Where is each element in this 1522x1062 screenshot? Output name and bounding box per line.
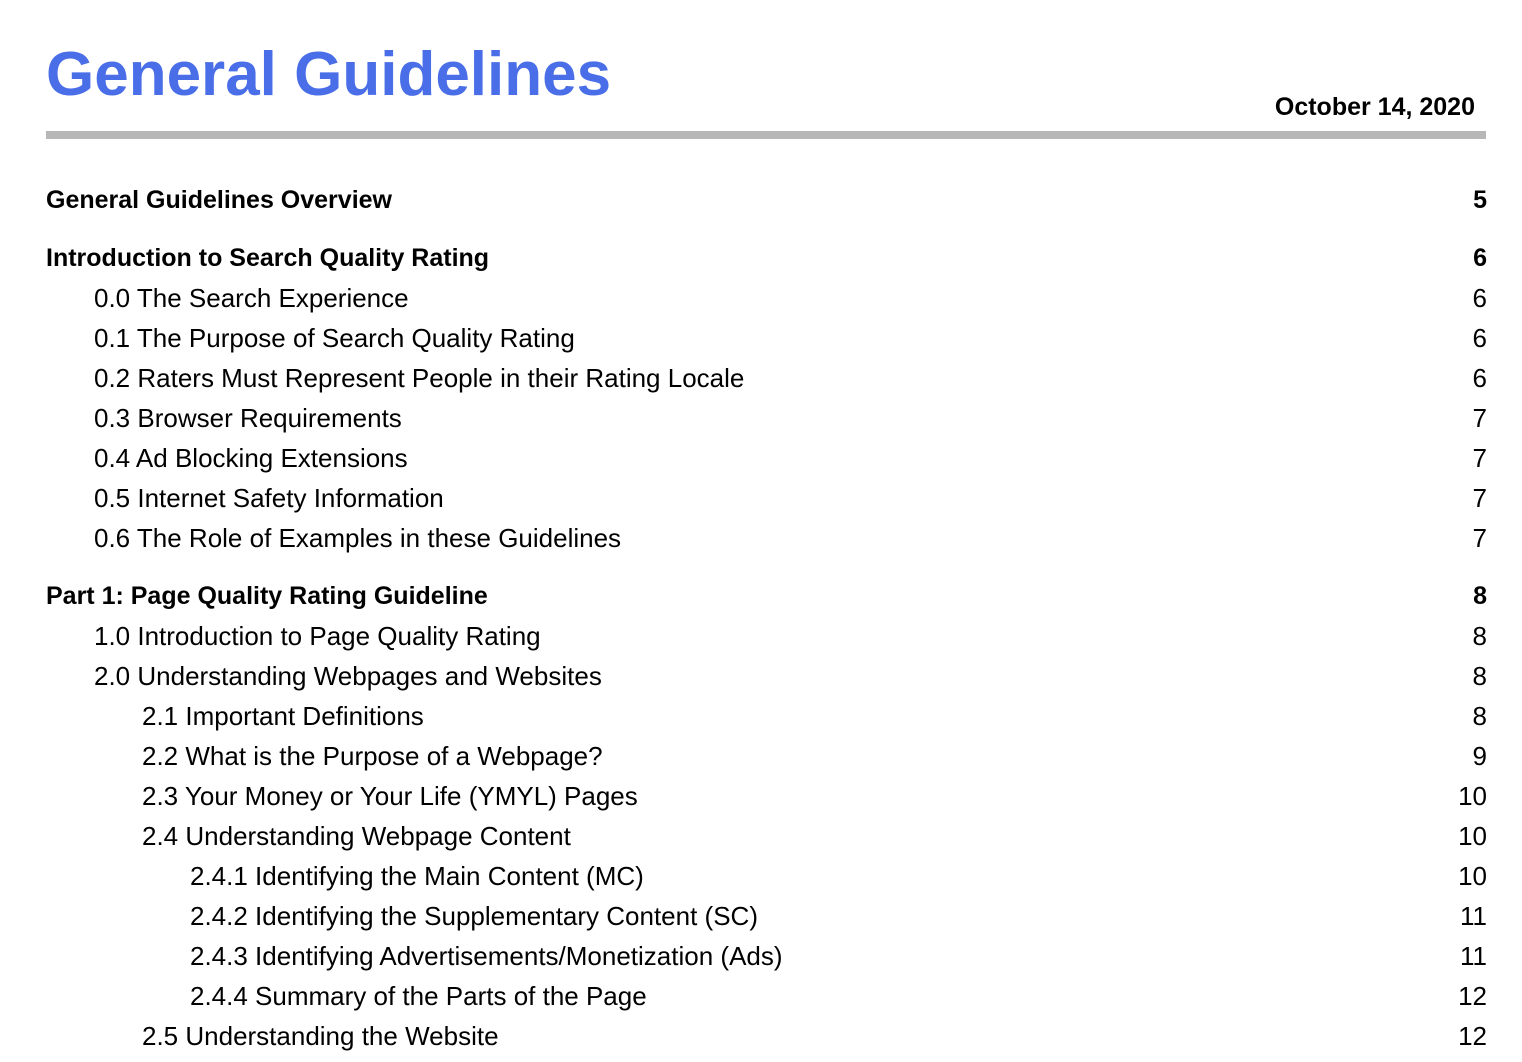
toc-entry[interactable]	[46, 776, 1487, 816]
toc-entry[interactable]	[46, 438, 1487, 478]
toc-entry-label: 2.4.2 Identifying the Supplementary Content (SC)	[190, 901, 758, 931]
toc-page-number: 10	[1458, 861, 1487, 891]
toc-page-number: 11	[1460, 901, 1487, 931]
toc-page-number: 9	[1472, 741, 1487, 771]
toc-entry-label: 2.0 Understanding Webpages and Websites	[94, 661, 602, 691]
toc-page-number: 5	[1473, 186, 1487, 214]
toc-page-number: 12	[1458, 981, 1487, 1011]
toc-entry-label: 0.6 The Role of Examples in these Guidelines	[94, 523, 622, 553]
toc-entry-label: 2.1 Important Definitions	[142, 701, 424, 731]
toc-entry[interactable]	[46, 518, 1487, 558]
toc-entry-label: 2.4.4 Summary of the Parts of the Page	[190, 981, 647, 1011]
toc-entry-label: 2.4.3 Identifying Advertisements/Monetization (Ads)	[190, 941, 783, 971]
toc-page-number: 7	[1472, 523, 1487, 553]
toc-page-number: 7	[1472, 403, 1487, 433]
toc-entry[interactable]	[46, 278, 1487, 318]
toc-entry-label: 0.2 Raters Must Represent People in their Rating Locale	[94, 363, 745, 393]
toc-entry-label: 1.0 Introduction to Page Quality Rating	[94, 621, 541, 651]
toc-page-number: 8	[1472, 701, 1487, 731]
toc-page-number: 8	[1473, 582, 1487, 610]
toc-page-number: 6	[1472, 283, 1487, 313]
toc-entry-label: 2.2 What is the Purpose of a Webpage?	[142, 741, 603, 771]
toc-entry[interactable]	[46, 976, 1487, 1016]
toc-entry[interactable]	[46, 1016, 1487, 1056]
toc-entry[interactable]	[46, 358, 1487, 398]
toc-section-entry[interactable]	[46, 576, 1487, 616]
toc-entry-label: Introduction to Search Quality Rating	[46, 244, 490, 272]
toc-page-number: 8	[1472, 621, 1487, 651]
table-of-contents	[46, 180, 1487, 1056]
toc-entry[interactable]	[46, 896, 1487, 936]
toc-entry[interactable]	[46, 856, 1487, 896]
title-divider	[46, 131, 1486, 139]
toc-entry-label: Part 1: Page Quality Rating Guideline	[46, 582, 488, 610]
toc-entry-label: 2.5 Understanding the Website	[142, 1021, 499, 1051]
toc-page-number: 6	[1473, 244, 1487, 272]
toc-entry[interactable]	[46, 656, 1487, 696]
toc-entry[interactable]	[46, 478, 1487, 518]
toc-entry-label: 0.1 The Purpose of Search Quality Rating	[94, 323, 575, 353]
toc-entry-label: 2.3 Your Money or Your Life (YMYL) Pages	[142, 781, 638, 811]
toc-entry[interactable]	[46, 616, 1487, 656]
toc-entry-label: 0.3 Browser Requirements	[94, 403, 402, 433]
toc-entry[interactable]	[46, 398, 1487, 438]
toc-section-entry[interactable]	[46, 180, 1487, 220]
toc-page-number: 12	[1458, 1021, 1487, 1051]
document-date: October 14, 2020	[1274, 93, 1475, 121]
toc-entry[interactable]	[46, 816, 1487, 856]
toc-entry[interactable]	[46, 936, 1487, 976]
toc-entry-label: General Guidelines Overview	[46, 186, 392, 214]
toc-entry[interactable]	[46, 318, 1487, 358]
toc-entry-label: 0.0 The Search Experience	[94, 283, 409, 313]
toc-page-number: 6	[1472, 323, 1487, 353]
toc-section-entry[interactable]	[46, 238, 1487, 278]
toc-page-number: 8	[1472, 661, 1487, 691]
toc-entry-label: 0.4 Ad Blocking Extensions	[94, 443, 408, 473]
toc-entry[interactable]	[46, 696, 1487, 736]
toc-entry[interactable]	[46, 736, 1487, 776]
toc-entry-label: 0.5 Internet Safety Information	[94, 483, 444, 513]
toc-page-number: 7	[1472, 443, 1487, 473]
toc-entry-label: 2.4 Understanding Webpage Content	[142, 821, 571, 851]
toc-page-number: 6	[1472, 363, 1487, 393]
toc-page-number: 11	[1460, 941, 1487, 971]
toc-page-number: 10	[1458, 821, 1487, 851]
toc-page-number: 10	[1458, 781, 1487, 811]
document-title: General Guidelines	[46, 40, 612, 109]
toc-entry-label: 2.4.1 Identifying the Main Content (MC)	[190, 861, 644, 891]
toc-page-number: 7	[1472, 483, 1487, 513]
